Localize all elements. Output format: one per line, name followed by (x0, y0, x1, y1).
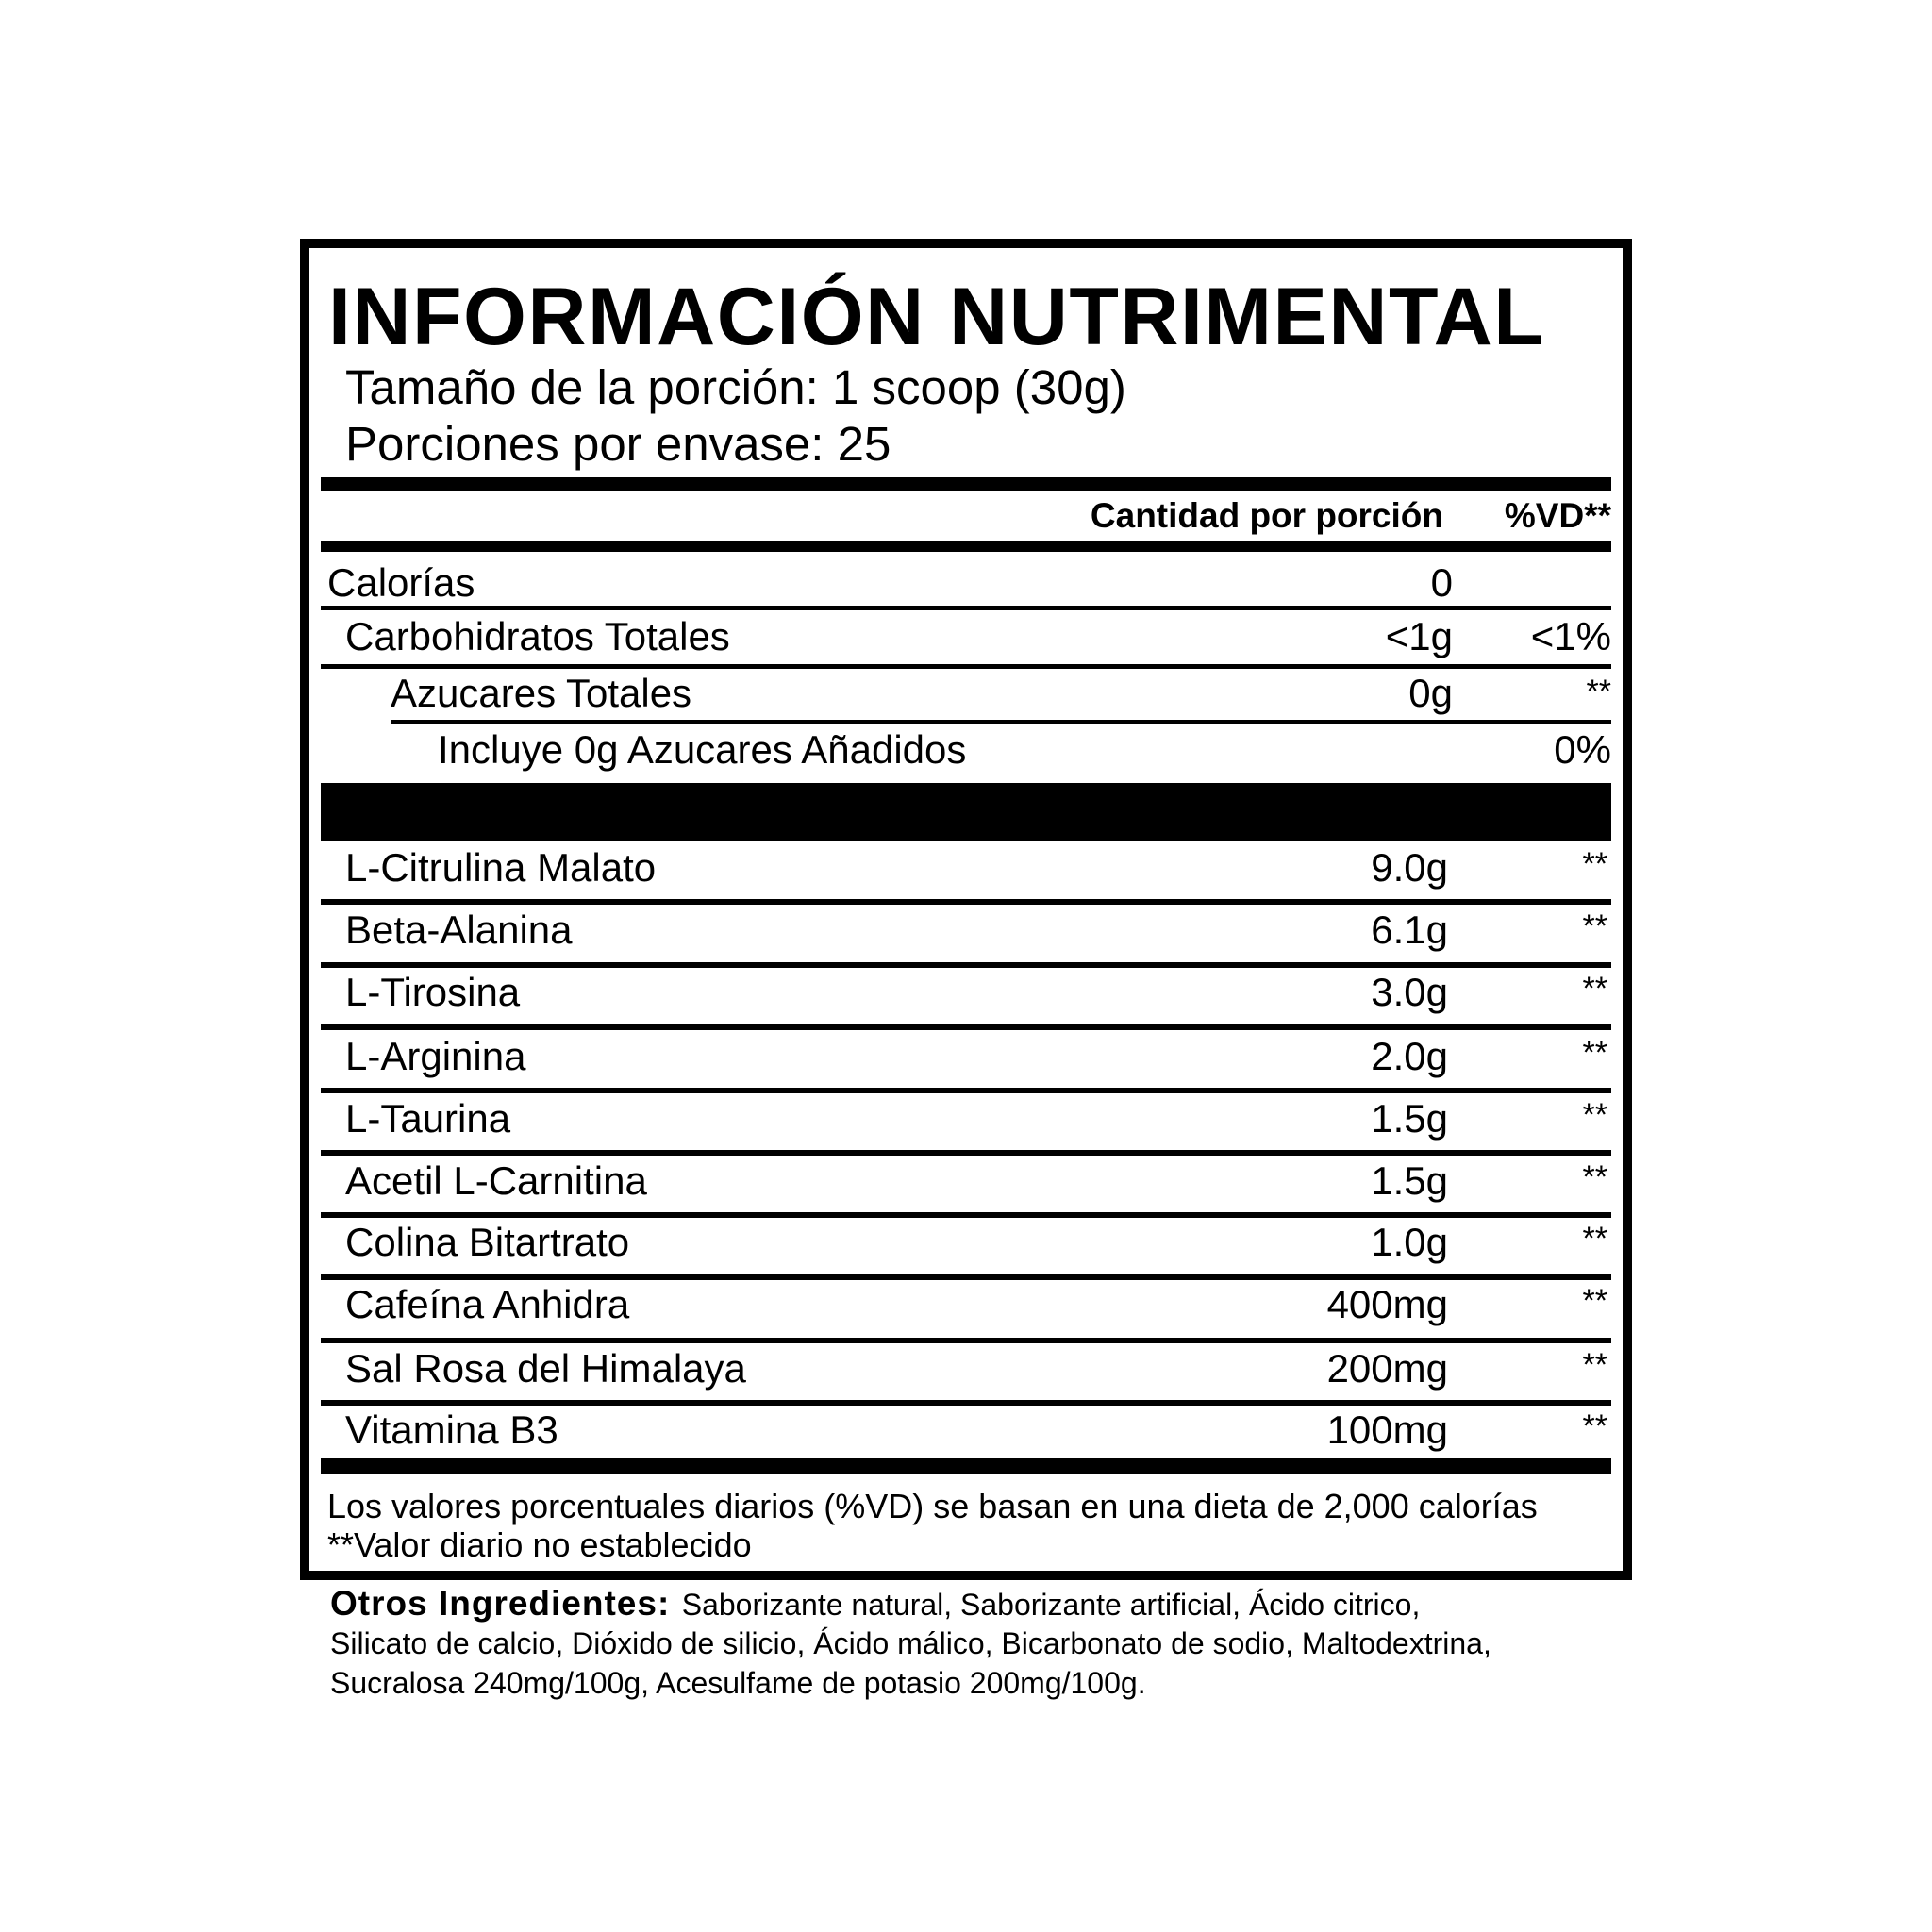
ingredient-name: L-Taurina (345, 1096, 511, 1141)
ingredient-dv: ** (1582, 908, 1607, 944)
nutrient-name: Calorías (327, 560, 475, 605)
ingredient-amount: 400mg (1326, 1282, 1448, 1326)
row-divider (321, 606, 1611, 610)
row-divider (391, 720, 1611, 724)
row-divider (321, 1400, 1611, 1406)
ingredient-dv: ** (1582, 1159, 1607, 1195)
ingredient-name: L-Citrulina Malato (345, 845, 657, 890)
ingredient-dv: ** (1582, 846, 1607, 882)
ingredient-name: Acetil L-Carnitina (345, 1158, 647, 1203)
ingredient-amount: 200mg (1326, 1346, 1448, 1391)
other-ingredients-line-3: Sucralosa 240mg/100g, Acesulfame de potasio 200mg/100g. (330, 1666, 1146, 1700)
nutrient-amount: 0g (1408, 671, 1453, 715)
label-title: INFORMACIÓN NUTRIMENTAL (328, 272, 1545, 362)
header-dv: %VD** (1504, 496, 1611, 535)
row-divider (321, 962, 1611, 968)
nutrient-name: Azucares Totales (391, 671, 692, 715)
thick-divider (321, 1458, 1611, 1474)
other-ingredients-line-2: Silicato de calcio, Dióxido de silicio, Ácido málico, Bicarbonato de sodio, Maltodextrina, (330, 1626, 1491, 1660)
ingredient-name: L-Arginina (345, 1034, 526, 1078)
nutrient-name: Incluye 0g Azucares Añadidos (438, 727, 967, 772)
thick-divider (321, 541, 1611, 552)
row-divider (321, 899, 1611, 905)
ingredient-amount: 9.0g (1371, 845, 1448, 890)
nutrient-amount: 0 (1430, 560, 1453, 605)
header-amount: Cantidad por porción (1090, 496, 1443, 535)
nutrient-amount: <1g (1385, 614, 1453, 658)
ingredient-dv: ** (1582, 1035, 1607, 1071)
ingredient-amount: 2.0g (1371, 1034, 1448, 1078)
row-divider (321, 664, 1611, 669)
ingredient-name: L-Tirosina (345, 970, 521, 1014)
thick-divider (321, 477, 1611, 491)
ingredient-dv: ** (1582, 1221, 1607, 1257)
serving-size: Tamaño de la porción: 1 scoop (30g) (345, 360, 1126, 414)
row-divider (321, 1274, 1611, 1280)
other-ingredients-text: Saborizante natural, Saborizante artificial, Ácido citrico, (681, 1588, 1421, 1622)
ingredient-amount: 3.0g (1371, 970, 1448, 1014)
ingredient-dv: ** (1582, 1347, 1607, 1383)
ingredient-name: Beta-Alanina (345, 908, 573, 952)
row-divider (321, 1088, 1611, 1093)
ingredient-name: Vitamina B3 (345, 1407, 558, 1452)
ingredient-dv: ** (1582, 1097, 1607, 1133)
row-divider (321, 1338, 1611, 1343)
nutrient-dv: <1% (1530, 614, 1611, 658)
ingredient-amount: 1.5g (1371, 1096, 1448, 1141)
ingredient-dv: ** (1582, 971, 1607, 1007)
ingredient-amount: 6.1g (1371, 908, 1448, 952)
servings-per-container: Porciones por envase: 25 (345, 417, 891, 471)
ingredient-name: Sal Rosa del Himalaya (345, 1346, 746, 1391)
ingredient-dv: ** (1582, 1283, 1607, 1319)
nutrient-name: Carbohidratos Totales (345, 614, 730, 658)
nutrient-dv: 0% (1554, 727, 1611, 772)
ingredient-amount: 1.5g (1371, 1158, 1448, 1203)
ingredient-name: Colina Bitartrato (345, 1220, 630, 1264)
footnote-dv: Los valores porcentuales diarios (%VD) se basan en una dieta de 2,000 calorías (327, 1487, 1538, 1525)
row-divider (321, 1150, 1611, 1156)
row-divider (321, 1024, 1611, 1030)
other-ingredients-heading: Otros Ingredientes: (330, 1584, 671, 1623)
nutrient-dv: ** (1586, 674, 1611, 709)
ingredient-amount: 100mg (1326, 1407, 1448, 1452)
ingredient-amount: 1.0g (1371, 1220, 1448, 1264)
black-bar (321, 783, 1611, 841)
footnote-not-established: **Valor diario no establecido (327, 1525, 752, 1564)
row-divider (321, 1212, 1611, 1218)
ingredient-dv: ** (1582, 1408, 1607, 1444)
ingredient-name: Cafeína Anhidra (345, 1282, 630, 1326)
other-ingredients-line-1 (330, 1586, 1420, 1621)
